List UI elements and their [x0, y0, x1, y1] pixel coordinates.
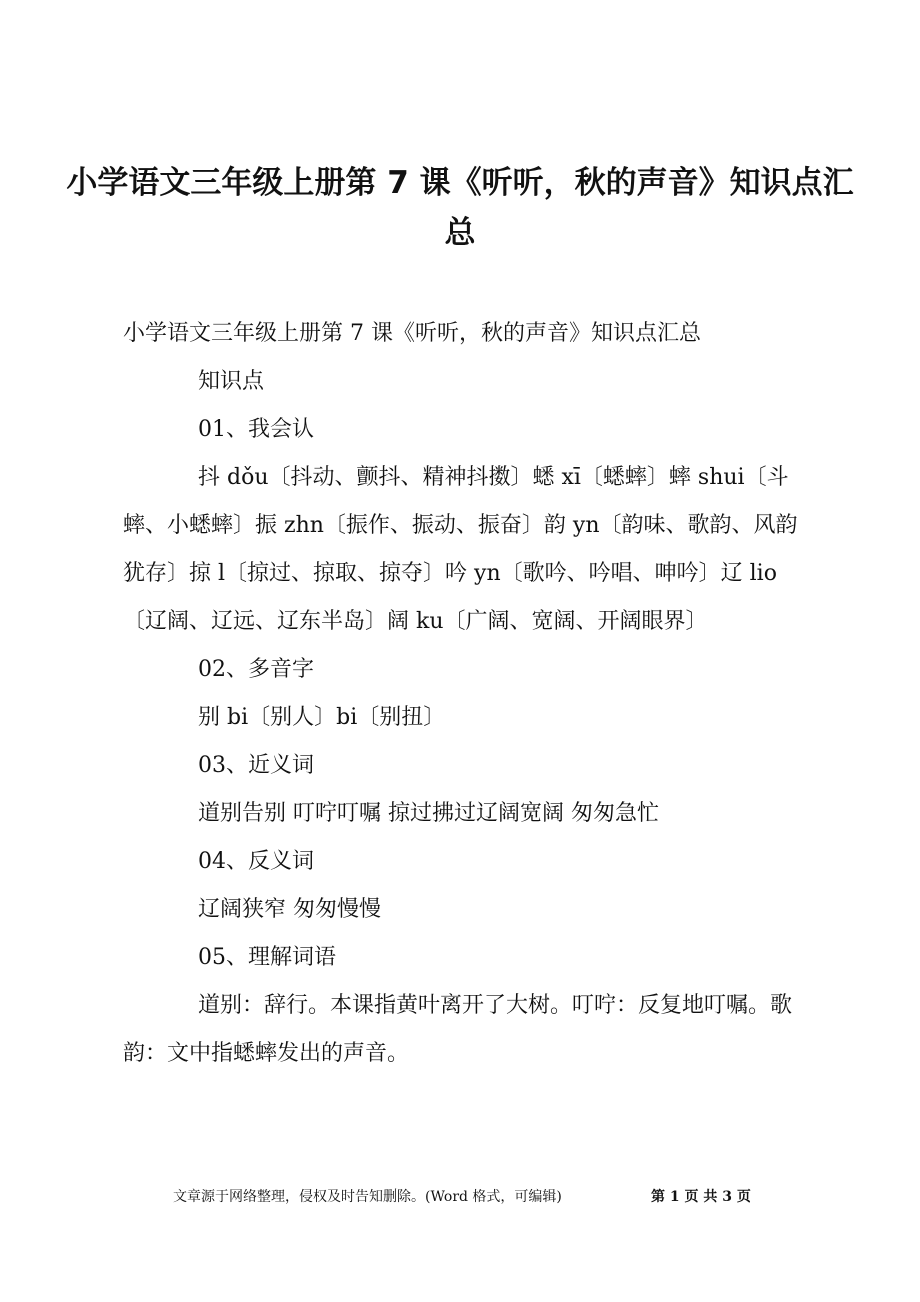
- section-03-heading: 03、近义词: [198, 753, 314, 778]
- footer-source-note: 文章源于网络整理，侵权及时告知删除。(Word 格式，可编辑): [173, 1189, 562, 1205]
- section-04-heading: 04、反义词: [198, 849, 314, 874]
- section-04-content: 辽阔狭窄 匆匆慢慢: [198, 897, 381, 922]
- section-05-content: 道别：辞行。本课指黄叶离开了大树。叮咛：反复地叮嘱。歌韵：文中指蟋蟀发出的声音。: [123, 993, 793, 1066]
- document-title: 小学语文三年级上册第 7 课《听听，秋的声音》知识点汇总: [66, 165, 854, 251]
- paragraph-heading-repeat: 小学语文三年级上册第 7 课《听听，秋的声音》知识点汇总: [123, 321, 701, 346]
- section-03-content: 道别告别 叮咛叮嘱 掠过拂过辽阔宽阔 匆匆急忙: [198, 801, 659, 826]
- section-01-heading: 01、我会认: [198, 417, 314, 442]
- document-body: [123, 310, 798, 1078]
- paragraph-knowledge-points: 知识点: [198, 369, 265, 394]
- section-02-content: 别 bi〔别人〕bi〔别扭〕: [198, 705, 446, 730]
- footer-page-number: 第 1 页 共 3 页: [651, 1189, 751, 1205]
- section-01-content: 抖 dǒu〔抖动、颤抖、精神抖擞〕蟋 xī〔蟋蟀〕蟀 shui〔斗蟀、小蟋蟀〕振 zhn〔振作、振动、振奋〕韵 yn〔韵味、歌韵、风韵犹存〕掠 l〔掠过、掠取、掠夺〕吟 yn〔歌吟、吟唱、呻吟〕辽 lio〔辽阔、辽远、辽东半岛〕阔 ku〔广阔、宽阔、开阔眼界〕: [123, 465, 798, 634]
- section-02-heading: 02、多音字: [198, 657, 314, 682]
- section-05-heading: 05、理解词语: [198, 945, 336, 970]
